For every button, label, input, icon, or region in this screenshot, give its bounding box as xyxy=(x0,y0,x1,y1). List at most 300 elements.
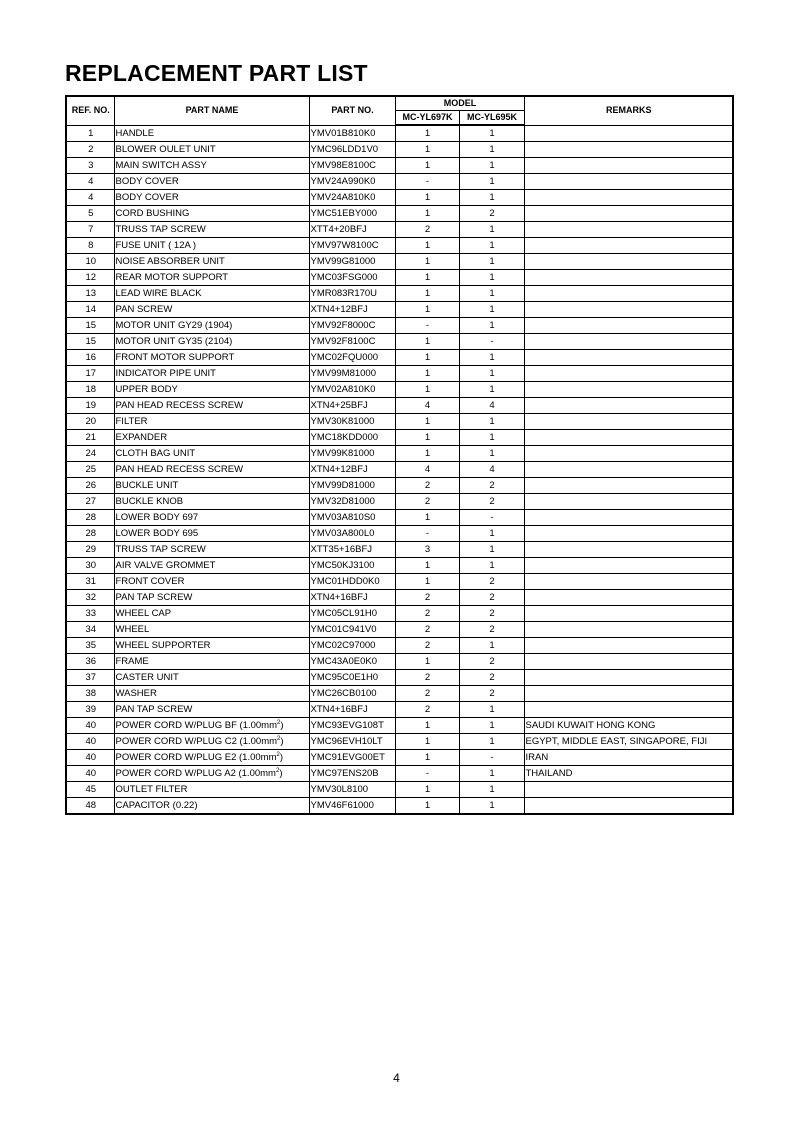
remarks-cell xyxy=(524,414,733,430)
remarks-cell: SAUDI KUWAIT HONG KONG xyxy=(524,718,733,734)
part-name-cell: BUCKLE KNOB xyxy=(114,494,309,510)
model-1-qty-cell: 1 xyxy=(395,446,459,462)
table-row xyxy=(66,686,733,702)
model-2-qty-cell: 1 xyxy=(459,702,524,718)
model-1-qty-cell: 1 xyxy=(395,782,459,798)
ref-no-cell: 17 xyxy=(66,366,114,382)
model-2-qty-cell: 1 xyxy=(459,766,524,782)
part-name-cell: PAN HEAD RECESS SCREW xyxy=(114,462,309,478)
model-2-qty-cell: 1 xyxy=(459,190,524,206)
part-name-cell: WHEEL xyxy=(114,622,309,638)
part-no-cell: YMV99M81000 xyxy=(309,366,395,382)
part-no-cell: YMV02A810K0 xyxy=(309,382,395,398)
model-2-qty-cell: 1 xyxy=(459,174,524,190)
ref-no-cell: 30 xyxy=(66,558,114,574)
model-1-qty-cell: 2 xyxy=(395,702,459,718)
model-1-qty-cell: 1 xyxy=(395,654,459,670)
part-name-cell: INDICATOR PIPE UNIT xyxy=(114,366,309,382)
remarks-cell xyxy=(524,302,733,318)
table-row xyxy=(66,542,733,558)
part-name-cell: PAN HEAD RECESS SCREW xyxy=(114,398,309,414)
model-1-qty-cell: 1 xyxy=(395,270,459,286)
part-no-cell: YMV30K81000 xyxy=(309,414,395,430)
model-2-qty-cell: 2 xyxy=(459,206,524,222)
ref-no-cell: 35 xyxy=(66,638,114,654)
remarks-cell xyxy=(524,446,733,462)
table-row xyxy=(66,798,733,815)
ref-no-cell: 36 xyxy=(66,654,114,670)
part-no-cell: YMC26CB0100 xyxy=(309,686,395,702)
model-1-qty-cell: 2 xyxy=(395,494,459,510)
model-2-qty-cell: - xyxy=(459,750,524,766)
ref-no-cell: 13 xyxy=(66,286,114,302)
part-no-cell: XTT4+20BFJ xyxy=(309,222,395,238)
ref-no-cell: 10 xyxy=(66,254,114,270)
model-2-qty-cell: 1 xyxy=(459,350,524,366)
remarks-cell xyxy=(524,606,733,622)
remarks-cell xyxy=(524,238,733,254)
model-2-qty-cell: 1 xyxy=(459,526,524,542)
part-name-cell: LEAD WIRE BLACK xyxy=(114,286,309,302)
part-no-cell: YMC01C941V0 xyxy=(309,622,395,638)
part-no-cell: YMV46F61000 xyxy=(309,798,395,815)
model-2-qty-cell: 2 xyxy=(459,478,524,494)
part-no-cell: XTN4+12BFJ xyxy=(309,462,395,478)
model-1-qty-cell: 1 xyxy=(395,382,459,398)
model-1-qty-cell: 1 xyxy=(395,254,459,270)
model-2-qty-cell: 1 xyxy=(459,558,524,574)
page-number: 4 xyxy=(393,1071,400,1085)
ref-no-cell: 31 xyxy=(66,574,114,590)
table-row xyxy=(66,174,733,190)
ref-no-cell: 38 xyxy=(66,686,114,702)
part-name-cell: UPPER BODY xyxy=(114,382,309,398)
table-row xyxy=(66,766,733,782)
model-2-qty-cell: 1 xyxy=(459,238,524,254)
table-row xyxy=(66,574,733,590)
ref-no-cell: 39 xyxy=(66,702,114,718)
part-no-cell: XTN4+25BFJ xyxy=(309,398,395,414)
part-no-cell: YMC03FSG000 xyxy=(309,270,395,286)
model-1-qty-cell: 1 xyxy=(395,718,459,734)
model-1-qty-cell: 1 xyxy=(395,350,459,366)
model-1-qty-cell: 1 xyxy=(395,158,459,174)
part-no-cell: YMR083R170U xyxy=(309,286,395,302)
model-2-qty-cell: 1 xyxy=(459,782,524,798)
model-1-qty-cell: 4 xyxy=(395,398,459,414)
remarks-cell xyxy=(524,798,733,815)
model-2-qty-cell: 1 xyxy=(459,142,524,158)
part-name-cell: FILTER xyxy=(114,414,309,430)
model-2-qty-cell: 1 xyxy=(459,366,524,382)
remarks-cell xyxy=(524,558,733,574)
model-1-qty-cell: 1 xyxy=(395,125,459,142)
part-name-cell: CORD BUSHING xyxy=(114,206,309,222)
part-no-cell: YMC50KJ3100 xyxy=(309,558,395,574)
model-1-qty-cell: 2 xyxy=(395,670,459,686)
model-2-qty-cell: 4 xyxy=(459,398,524,414)
part-no-cell: YMC02C97000 xyxy=(309,638,395,654)
ref-no-cell: 14 xyxy=(66,302,114,318)
remarks-cell xyxy=(524,125,733,142)
model-2-qty-cell: 1 xyxy=(459,542,524,558)
table-row xyxy=(66,206,733,222)
table-row xyxy=(66,142,733,158)
table-row xyxy=(66,366,733,382)
model-1-qty-cell: 1 xyxy=(395,750,459,766)
ref-no-cell: 20 xyxy=(66,414,114,430)
table-row xyxy=(66,446,733,462)
remarks-cell xyxy=(524,174,733,190)
model-2-qty-cell: 1 xyxy=(459,302,524,318)
ref-no-cell: 26 xyxy=(66,478,114,494)
ref-no-cell: 32 xyxy=(66,590,114,606)
ref-no-cell: 34 xyxy=(66,622,114,638)
table-row xyxy=(66,782,733,798)
table-row xyxy=(66,702,733,718)
page-title: REPLACEMENT PART LIST xyxy=(65,60,368,86)
remarks-cell xyxy=(524,670,733,686)
ref-no-cell: 45 xyxy=(66,782,114,798)
table-row xyxy=(66,318,733,334)
ref-no-cell: 27 xyxy=(66,494,114,510)
part-no-cell: YMC05CL91H0 xyxy=(309,606,395,622)
part-name-cell: CLOTH BAG UNIT xyxy=(114,446,309,462)
table-row xyxy=(66,590,733,606)
remarks-cell xyxy=(524,142,733,158)
part-no-cell: XTN4+16BFJ xyxy=(309,702,395,718)
model-2-qty-cell: 1 xyxy=(459,270,524,286)
model-2-qty-cell: 1 xyxy=(459,318,524,334)
part-name-cell: NOISE ABSORBER UNIT xyxy=(114,254,309,270)
model-2-qty-cell: 2 xyxy=(459,654,524,670)
part-no-cell: YMC43A0E0K0 xyxy=(309,654,395,670)
model-1-qty-cell: 1 xyxy=(395,206,459,222)
part-name-cell: TRUSS TAP SCREW xyxy=(114,222,309,238)
remarks-cell xyxy=(524,654,733,670)
part-no-cell: YMV24A810K0 xyxy=(309,190,395,206)
part-name-cell: AIR VALVE GROMMET xyxy=(114,558,309,574)
remarks-cell xyxy=(524,350,733,366)
ref-no-cell: 15 xyxy=(66,318,114,334)
ref-no-cell: 29 xyxy=(66,542,114,558)
part-name-cell: EXPANDER xyxy=(114,430,309,446)
header-model: MODEL xyxy=(395,96,524,111)
model-2-qty-cell: 1 xyxy=(459,158,524,174)
ref-no-cell: 40 xyxy=(66,734,114,750)
remarks-cell xyxy=(524,430,733,446)
remarks-cell xyxy=(524,638,733,654)
ref-no-cell: 40 xyxy=(66,750,114,766)
ref-no-cell: 4 xyxy=(66,174,114,190)
table-row xyxy=(66,718,733,734)
part-name-cell: POWER CORD W/PLUG C2 $(1.00mm^2)$ xyxy=(114,734,309,750)
model-2-qty-cell: - xyxy=(459,510,524,526)
part-name-cell: MOTOR UNIT GY35 (2104) xyxy=(114,334,309,350)
header-remarks: REMARKS xyxy=(524,96,733,125)
part-name-cell: FRONT MOTOR SUPPORT xyxy=(114,350,309,366)
remarks-cell xyxy=(524,494,733,510)
model-2-qty-cell: 1 xyxy=(459,382,524,398)
table-row xyxy=(66,414,733,430)
model-2-qty-cell: 2 xyxy=(459,670,524,686)
part-no-cell: YMV97W8100C xyxy=(309,238,395,254)
table-row xyxy=(66,462,733,478)
part-no-cell: XTT35+16BFJ xyxy=(309,542,395,558)
part-no-cell: XTN4+12BFJ xyxy=(309,302,395,318)
header-model-2: MC-YL695K xyxy=(459,111,524,126)
model-1-qty-cell: 1 xyxy=(395,430,459,446)
part-no-cell: YMC93EVG108T xyxy=(309,718,395,734)
part-no-cell: YMV99D81000 xyxy=(309,478,395,494)
model-2-qty-cell: 4 xyxy=(459,462,524,478)
part-name-cell: BLOWER OULET UNIT xyxy=(114,142,309,158)
model-1-qty-cell: 1 xyxy=(395,558,459,574)
table-row xyxy=(66,670,733,686)
part-name-cell: POWER CORD W/PLUG A2 $(1.00mm^2)$ xyxy=(114,766,309,782)
ref-no-cell: 40 xyxy=(66,766,114,782)
part-no-cell: YMC96LDD1V0 xyxy=(309,142,395,158)
part-name-cell: PAN SCREW xyxy=(114,302,309,318)
remarks-cell xyxy=(524,622,733,638)
part-name-cell: HANDLE xyxy=(114,125,309,142)
table-row xyxy=(66,190,733,206)
ref-no-cell: 15 xyxy=(66,334,114,350)
ref-no-cell: 8 xyxy=(66,238,114,254)
model-1-qty-cell: 4 xyxy=(395,462,459,478)
table-row xyxy=(66,254,733,270)
part-name-cell: OUTLET FILTER xyxy=(114,782,309,798)
part-name-cell: LOWER BODY 695 xyxy=(114,526,309,542)
table-row xyxy=(66,558,733,574)
remarks-cell xyxy=(524,782,733,798)
table-row xyxy=(66,606,733,622)
ref-no-cell: 1 xyxy=(66,125,114,142)
parts-table-body xyxy=(66,125,733,814)
remarks-cell xyxy=(524,206,733,222)
ref-no-cell: 5 xyxy=(66,206,114,222)
table-row xyxy=(66,494,733,510)
remarks-cell xyxy=(524,334,733,350)
model-2-qty-cell: 2 xyxy=(459,686,524,702)
model-1-qty-cell: - xyxy=(395,174,459,190)
ref-no-cell: 40 xyxy=(66,718,114,734)
model-1-qty-cell: 2 xyxy=(395,478,459,494)
ref-no-cell: 7 xyxy=(66,222,114,238)
model-1-qty-cell: 2 xyxy=(395,638,459,654)
model-2-qty-cell: 2 xyxy=(459,606,524,622)
header-model-1: MC-YL697K xyxy=(395,111,459,126)
table-row xyxy=(66,382,733,398)
ref-no-cell: 16 xyxy=(66,350,114,366)
model-2-qty-cell: 1 xyxy=(459,446,524,462)
part-no-cell: YMV30L8100 xyxy=(309,782,395,798)
model-2-qty-cell: 1 xyxy=(459,414,524,430)
remarks-cell xyxy=(524,222,733,238)
part-no-cell: YMC96EVH10LT xyxy=(309,734,395,750)
table-row xyxy=(66,526,733,542)
remarks-cell xyxy=(524,270,733,286)
part-name-cell: LOWER BODY 697 xyxy=(114,510,309,526)
model-1-qty-cell: 2 xyxy=(395,222,459,238)
model-1-qty-cell: 3 xyxy=(395,542,459,558)
table-row xyxy=(66,510,733,526)
remarks-cell xyxy=(524,542,733,558)
model-2-qty-cell: 2 xyxy=(459,590,524,606)
part-name-cell: BODY COVER xyxy=(114,190,309,206)
model-1-qty-cell: 1 xyxy=(395,238,459,254)
part-name-cell: WASHER xyxy=(114,686,309,702)
model-1-qty-cell: 1 xyxy=(395,414,459,430)
header-part-name: PART NAME xyxy=(114,96,309,125)
model-2-qty-cell: 1 xyxy=(459,718,524,734)
model-2-qty-cell: - xyxy=(459,334,524,350)
model-1-qty-cell: 2 xyxy=(395,686,459,702)
part-no-cell: YMC18KDD000 xyxy=(309,430,395,446)
part-name-cell: PAN TAP SCREW xyxy=(114,702,309,718)
part-no-cell: YMV24A990K0 xyxy=(309,174,395,190)
model-2-qty-cell: 1 xyxy=(459,222,524,238)
part-name-cell: MAIN SWITCH ASSY xyxy=(114,158,309,174)
part-name-cell: BUCKLE UNIT xyxy=(114,478,309,494)
part-no-cell: YMV03A810S0 xyxy=(309,510,395,526)
part-no-cell: YMV92F8000C xyxy=(309,318,395,334)
model-2-qty-cell: 1 xyxy=(459,798,524,815)
model-2-qty-cell: 1 xyxy=(459,638,524,654)
remarks-cell xyxy=(524,462,733,478)
ref-no-cell: 25 xyxy=(66,462,114,478)
model-1-qty-cell: 1 xyxy=(395,334,459,350)
model-1-qty-cell: 1 xyxy=(395,510,459,526)
part-no-cell: YMV92F8100C xyxy=(309,334,395,350)
table-row xyxy=(66,478,733,494)
part-no-cell: YMC95C0E1H0 xyxy=(309,670,395,686)
ref-no-cell: 48 xyxy=(66,798,114,815)
header-ref-no: REF. NO. xyxy=(66,96,114,125)
remarks-cell xyxy=(524,318,733,334)
ref-no-cell: 18 xyxy=(66,382,114,398)
remarks-cell xyxy=(524,158,733,174)
remarks-cell: THAILAND xyxy=(524,766,733,782)
ref-no-cell: 4 xyxy=(66,190,114,206)
model-1-qty-cell: 1 xyxy=(395,734,459,750)
model-1-qty-cell: 1 xyxy=(395,574,459,590)
model-2-qty-cell: 1 xyxy=(459,286,524,302)
table-row xyxy=(66,270,733,286)
table-row xyxy=(66,302,733,318)
table-row xyxy=(66,398,733,414)
part-no-cell: XTN4+16BFJ xyxy=(309,590,395,606)
ref-no-cell: 19 xyxy=(66,398,114,414)
part-name-cell: WHEEL CAP xyxy=(114,606,309,622)
remarks-cell xyxy=(524,510,733,526)
model-2-qty-cell: 2 xyxy=(459,622,524,638)
model-2-qty-cell: 1 xyxy=(459,254,524,270)
table-row xyxy=(66,238,733,254)
remarks-cell xyxy=(524,686,733,702)
part-no-cell: YMC02FQU000 xyxy=(309,350,395,366)
model-2-qty-cell: 2 xyxy=(459,574,524,590)
model-1-qty-cell: 1 xyxy=(395,366,459,382)
ref-no-cell: 33 xyxy=(66,606,114,622)
table-row xyxy=(66,350,733,366)
remarks-cell xyxy=(524,286,733,302)
model-1-qty-cell: - xyxy=(395,526,459,542)
remarks-cell xyxy=(524,526,733,542)
part-name-cell: FRONT COVER xyxy=(114,574,309,590)
part-name-cell: FRAME xyxy=(114,654,309,670)
part-no-cell: YMC97ENS20B xyxy=(309,766,395,782)
part-no-cell: YMV99G81000 xyxy=(309,254,395,270)
model-1-qty-cell: 1 xyxy=(395,798,459,815)
table-row xyxy=(66,222,733,238)
table-row xyxy=(66,334,733,350)
part-name-cell: FUSE UNIT ( 12A ) xyxy=(114,238,309,254)
part-no-cell: YMC51EBY000 xyxy=(309,206,395,222)
ref-no-cell: 28 xyxy=(66,510,114,526)
remarks-cell xyxy=(524,702,733,718)
table-row xyxy=(66,158,733,174)
remarks-cell: IRAN xyxy=(524,750,733,766)
ref-no-cell: 28 xyxy=(66,526,114,542)
table-row xyxy=(66,750,733,766)
remarks-cell xyxy=(524,254,733,270)
part-name-cell: CASTER UNIT xyxy=(114,670,309,686)
model-1-qty-cell: 1 xyxy=(395,190,459,206)
part-no-cell: YMV01B810K0 xyxy=(309,125,395,142)
ref-no-cell: 21 xyxy=(66,430,114,446)
remarks-cell xyxy=(524,190,733,206)
part-name-cell: MOTOR UNIT GY29 (1904) xyxy=(114,318,309,334)
table-row xyxy=(66,622,733,638)
ref-no-cell: 37 xyxy=(66,670,114,686)
table-row xyxy=(66,638,733,654)
remarks-cell xyxy=(524,398,733,414)
model-1-qty-cell: - xyxy=(395,766,459,782)
part-no-cell: YMV98E8100C xyxy=(309,158,395,174)
model-2-qty-cell: 1 xyxy=(459,125,524,142)
remarks-cell xyxy=(524,574,733,590)
remarks-cell xyxy=(524,382,733,398)
model-1-qty-cell: 2 xyxy=(395,590,459,606)
part-name-cell: WHEEL SUPPORTER xyxy=(114,638,309,654)
model-1-qty-cell: 1 xyxy=(395,286,459,302)
part-name-cell: REAR MOTOR SUPPORT xyxy=(114,270,309,286)
model-1-qty-cell: 2 xyxy=(395,622,459,638)
model-1-qty-cell: - xyxy=(395,318,459,334)
part-name-cell: CAPACITOR (0.22) xyxy=(114,798,309,815)
part-no-cell: YMC01HDD0K0 xyxy=(309,574,395,590)
model-1-qty-cell: 1 xyxy=(395,142,459,158)
model-1-qty-cell: 2 xyxy=(395,606,459,622)
part-no-cell: YMV03A800L0 xyxy=(309,526,395,542)
model-2-qty-cell: 1 xyxy=(459,734,524,750)
remarks-cell xyxy=(524,590,733,606)
parts-table xyxy=(65,95,734,815)
remarks-cell xyxy=(524,366,733,382)
part-name-cell: POWER CORD W/PLUG E2 $(1.00mm^2)$ xyxy=(114,750,309,766)
part-no-cell: YMC91EVG00ET xyxy=(309,750,395,766)
part-no-cell: YMV32D81000 xyxy=(309,494,395,510)
remarks-cell xyxy=(524,478,733,494)
table-row xyxy=(66,654,733,670)
model-2-qty-cell: 2 xyxy=(459,494,524,510)
ref-no-cell: 3 xyxy=(66,158,114,174)
ref-no-cell: 12 xyxy=(66,270,114,286)
table-row xyxy=(66,286,733,302)
part-name-cell: POWER CORD W/PLUG BF $(1.00mm^2)$ xyxy=(114,718,309,734)
part-name-cell: PAN TAP SCREW xyxy=(114,590,309,606)
